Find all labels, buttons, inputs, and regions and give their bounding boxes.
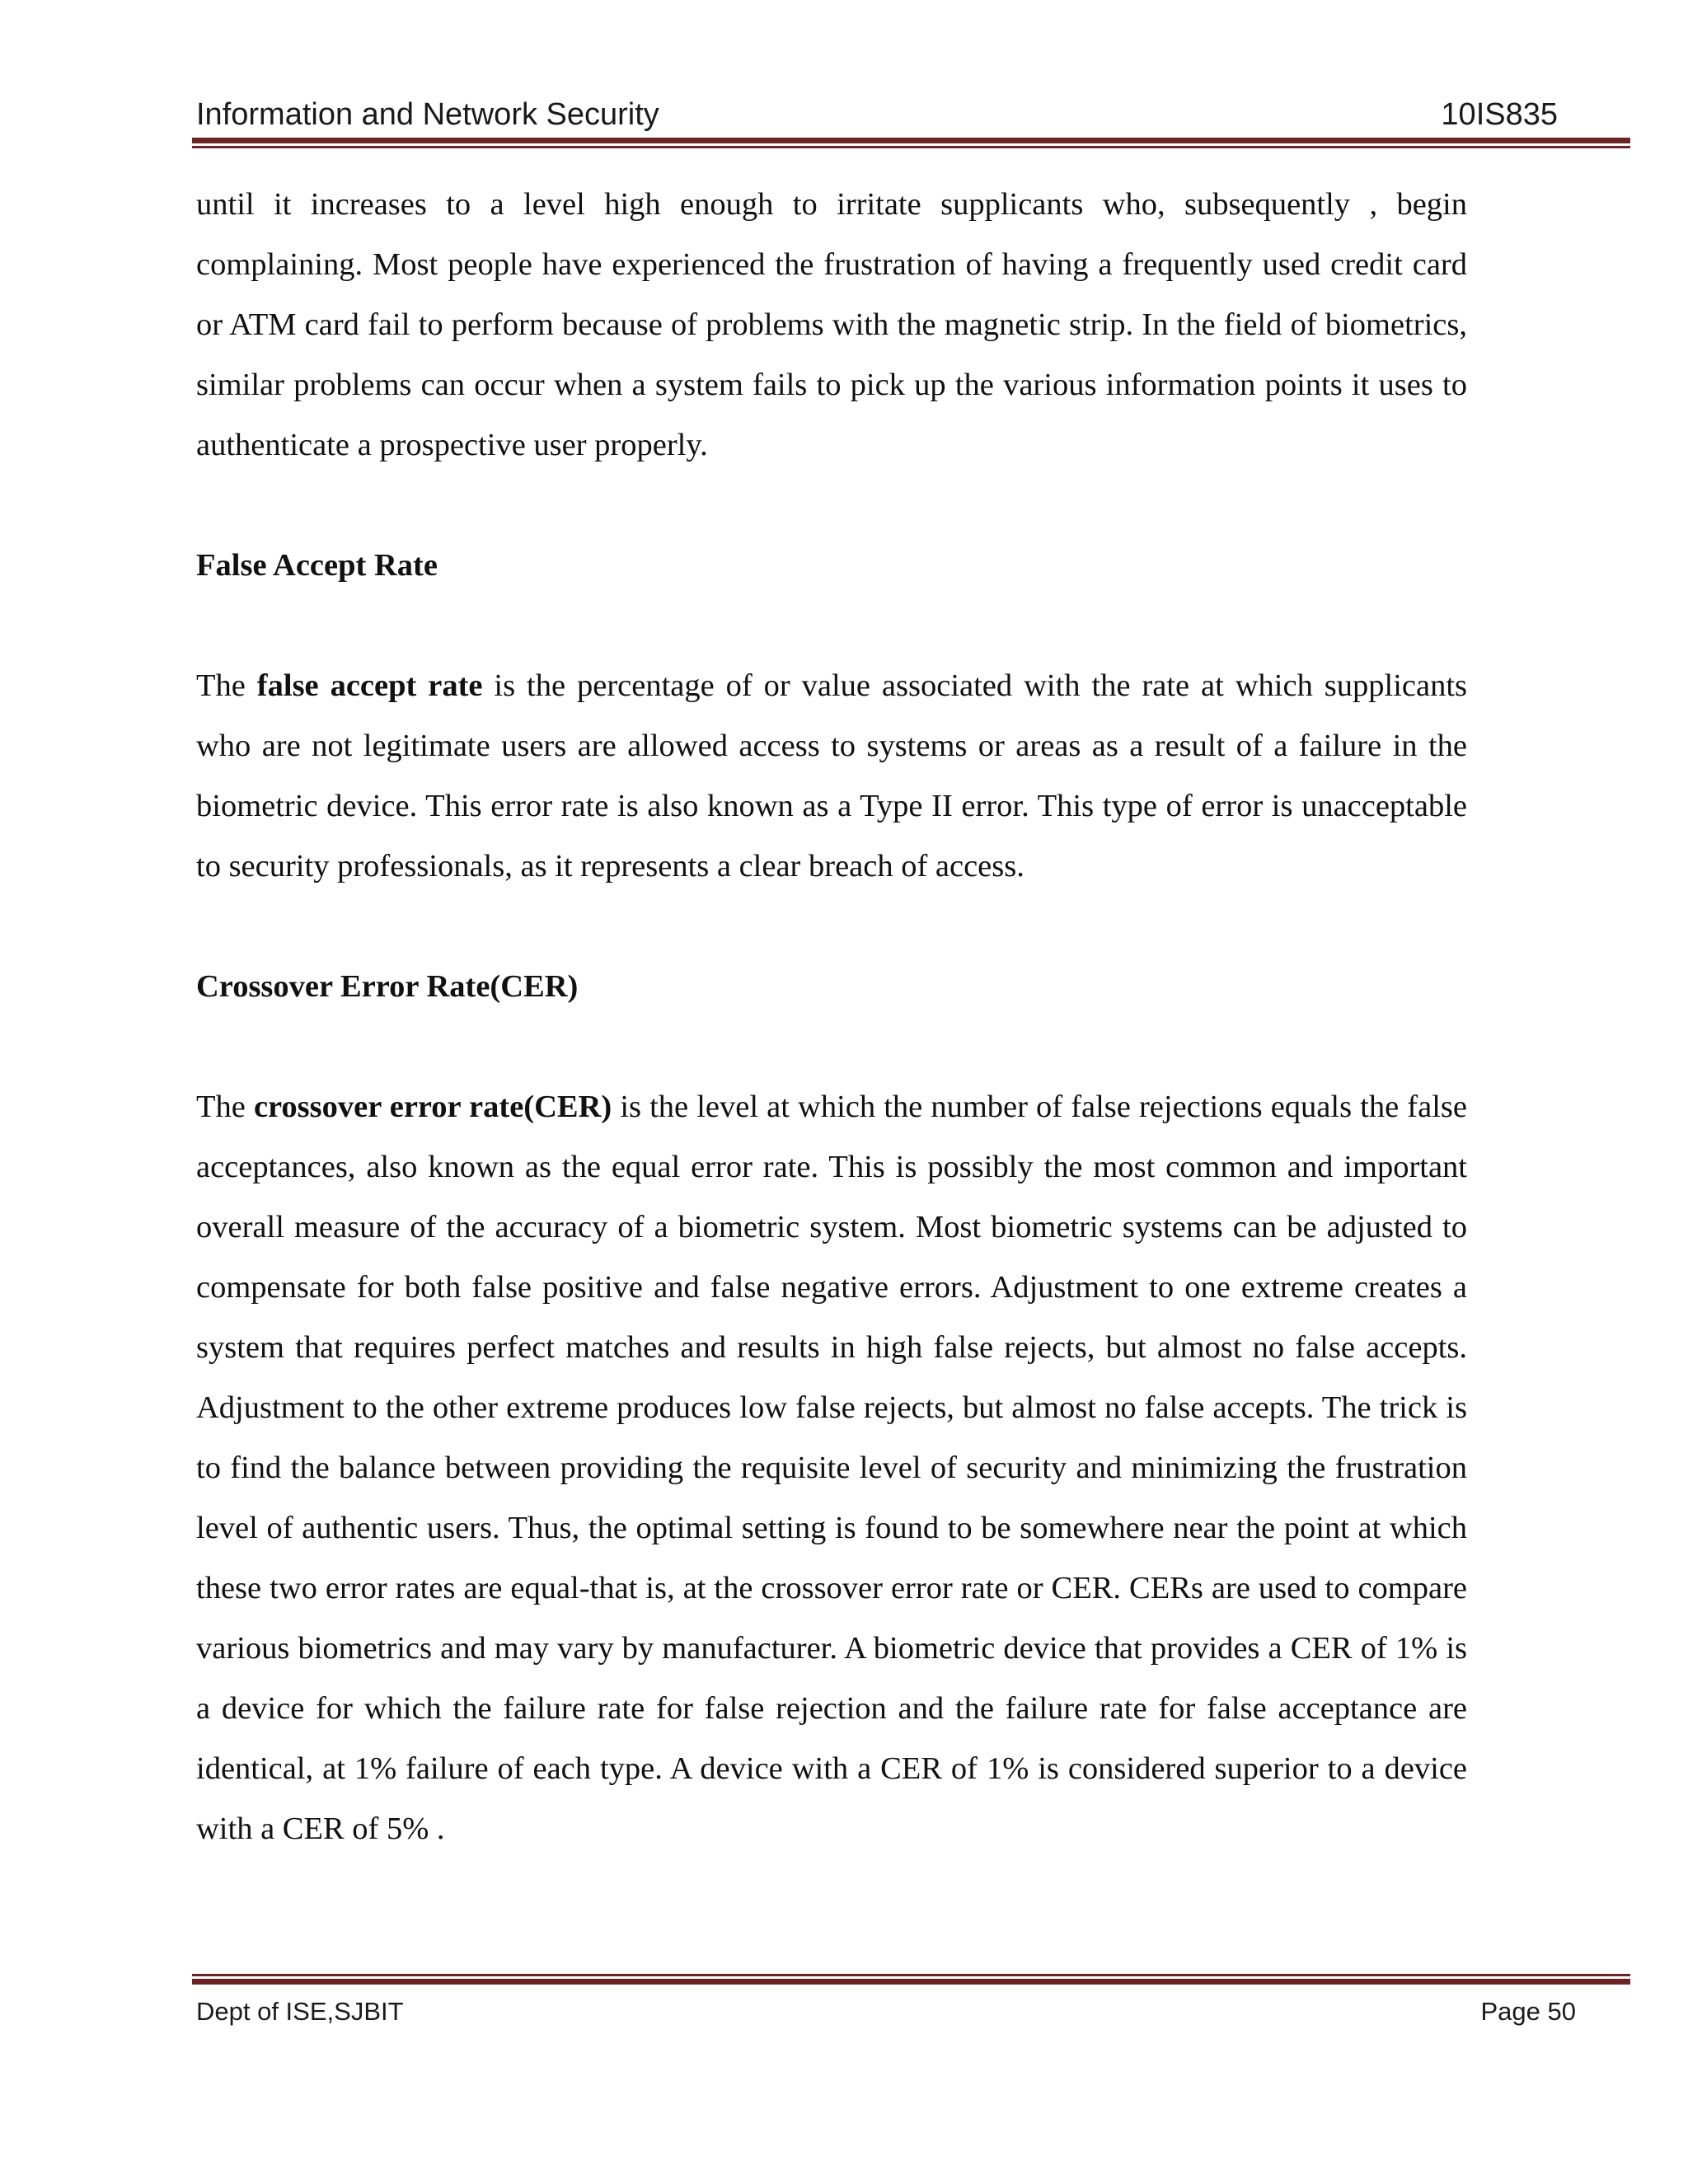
far-paragraph: The false accept rate is the percentage of or value associated with the rate at which supplicants who are not legitimate users are allowed access to systems or areas as a result of a failure in the biometric device. This error rate is also known as a Type II error. This type of error is unacceptable to security professionals, as it represents a clear breach of access. [196,668,1467,883]
cer-heading: Crossover Error Rate(CER) [196,969,579,1004]
footer-rule [192,1974,1630,1985]
far-term: false accept rate [256,668,483,703]
header-course-code: 10IS835 [1441,97,1558,132]
far-heading: False Accept Rate [196,548,438,583]
footer-department: Dept of ISE,SJBIT [196,1997,404,2026]
cer-paragraph: The crossover error rate(CER) is the level at which the number of false rejections equals the false acceptances, also known as the equal error rate. This is possibly the most common and important overall measure of the accuracy of a biometric system. Most biometric systems can be adjusted to compensate for both false positive and false negative errors. Adjustment to one extreme creates a system that requires perfect matches and results in high false rejects, but almost no false accepts. Adjustment to the other extreme produces low false rejects, but almost no false accepts. The trick is to find the balance between providing the requisite level of security and minimizing the frustration level of authentic users. Thus, the optimal setting is found to be somewhere near the point at which these two error rates are equal-that is, at the crossover error rate or CER. CERs are used to compare various biometrics and may vary by manufacturer. A biometric device that provides a CER of 1% is a device for which the failure rate for false rejection and the failure rate for false acceptance are identical, at 1% failure of each type. A device with a CER of 1% is considered superior to a device with a CER of 5% . [196,1090,1467,1846]
header-rule [192,138,1630,148]
header-title: Information and Network Security [196,97,659,132]
footer-page-number: Page 50 [1480,1997,1576,2026]
intro-paragraph: until it increases to a level high enough to irritate supplicants who, subsequently , begin complaining. Most people have experienced the frustration of having a frequently used credit card or ATM card fail to perform because of problems with the magnetic strip. In the field of biometrics, similar problems can occur when a system fails to pick up the various information points it uses to authenticate a prospective user properly. [196,187,1467,462]
cer-term: crossover error rate(CER) [253,1090,612,1124]
page-body [196,175,1467,1859]
